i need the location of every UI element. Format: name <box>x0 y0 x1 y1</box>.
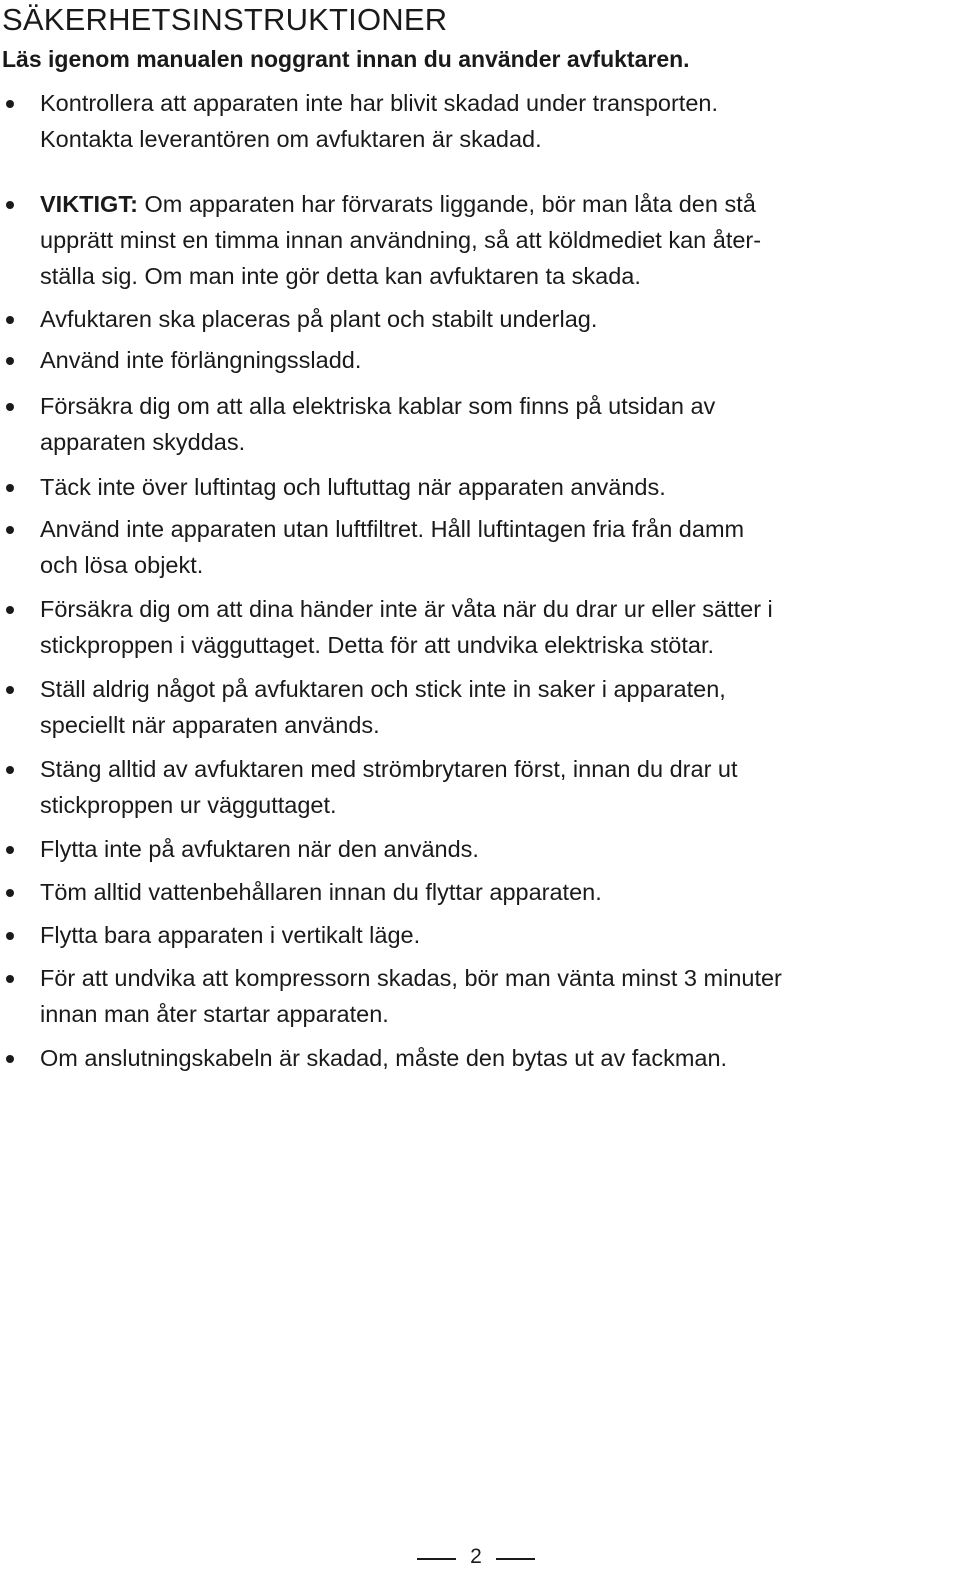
instruction-line: Om anslutningskabeln är skadad, måste den bytas ut av fackman. <box>40 1045 728 1071</box>
instruction-line: Täck inte över luftintag och luftuttag när apparaten används. <box>40 474 666 500</box>
bullet-icon <box>6 606 14 614</box>
instruction-text <box>40 917 955 953</box>
bullet-icon <box>6 484 14 492</box>
instruction-line: stickproppen ur vägguttaget. <box>40 792 337 818</box>
instruction-text <box>40 469 955 505</box>
instruction-line: Kontrollera att apparaten inte har blivit skadad under transporten. <box>40 90 719 116</box>
instruction-line: Flytta bara apparaten i vertikalt läge. <box>40 922 421 948</box>
instruction-line: stickproppen i vägguttaget. Detta för att undvika elektriska stötar. <box>40 632 715 658</box>
bullet-icon <box>6 100 14 108</box>
instruction-text <box>40 751 955 823</box>
instruction-line: innan man åter startar apparaten. <box>40 1001 389 1027</box>
page-footer <box>0 1538 960 1578</box>
bullet-icon <box>6 403 14 411</box>
instruction-line: För att undvika att kompressorn skadas, bör man vänta minst 3 minuter <box>40 965 782 991</box>
bullet-icon <box>6 846 14 854</box>
instruction-line: Använd inte apparaten utan luftfiltret. Håll luftintagen fria från damm <box>40 516 745 542</box>
instruction-text <box>40 1040 955 1076</box>
instruction-text <box>40 671 955 743</box>
page-title: SÄKERHETSINSTRUKTIONER <box>2 2 448 37</box>
bullet-icon <box>6 686 14 694</box>
instruction-line <box>40 186 955 222</box>
instruction-text <box>40 186 955 294</box>
bullet-icon <box>6 357 14 365</box>
instruction-line: Avfuktaren ska placeras på plant och stabilt underlag. <box>40 306 598 332</box>
instruction-text <box>40 388 955 460</box>
instruction-text <box>40 591 955 663</box>
bullet-icon <box>6 932 14 940</box>
important-label: VIKTIGT: <box>40 191 138 217</box>
bullet-icon <box>6 526 14 534</box>
bullet-icon <box>6 975 14 983</box>
instruction-line-rest: Om apparaten har förvarats liggande, bör man låta den stå <box>137 191 756 217</box>
instruction-line: Flytta inte på avfuktaren när den används. <box>40 836 479 862</box>
bullet-icon <box>6 201 14 209</box>
instruction-text <box>40 511 955 583</box>
instruction-line: Kontakta leverantören om avfuktaren är skadad. <box>40 126 542 152</box>
instruction-line: Ställ aldrig något på avfuktaren och stick inte in saker i apparaten, <box>40 676 726 702</box>
footer-rule-right <box>496 1558 535 1560</box>
instruction-line: Töm alltid vattenbehållaren innan du flyttar apparaten. <box>40 879 602 905</box>
instruction-text <box>40 874 955 910</box>
instruction-text <box>40 301 955 337</box>
page-subtitle: Läs igenom manualen noggrant innan du använder avfuktaren. <box>2 46 690 72</box>
bullet-icon <box>6 766 14 774</box>
instruction-text <box>40 342 955 378</box>
instruction-line: apparaten skyddas. <box>40 429 246 455</box>
instruction-line: upprätt minst en timma innan användning, så att köldmediet kan åter- <box>40 227 762 253</box>
bullet-icon <box>6 316 14 324</box>
instruction-line: ställa sig. Om man inte gör detta kan avfuktaren ta skada. <box>40 263 641 289</box>
bullet-icon <box>6 1055 14 1063</box>
instruction-line: och lösa objekt. <box>40 552 204 578</box>
instruction-text <box>40 831 955 867</box>
instruction-line: Använd inte förlängningssladd. <box>40 347 362 373</box>
footer-rule-left <box>417 1558 456 1560</box>
page-number: 2 <box>470 1545 482 1568</box>
bullet-icon <box>6 889 14 897</box>
instruction-line: Försäkra dig om att alla elektriska kablar som finns på utsidan av <box>40 393 716 419</box>
instruction-line: speciellt när apparaten används. <box>40 712 380 738</box>
instruction-line: Stäng alltid av avfuktaren med strömbrytaren först, innan du drar ut <box>40 756 738 782</box>
instruction-text <box>40 85 955 157</box>
instruction-line: Försäkra dig om att dina händer inte är våta när du drar ur eller sätter i <box>40 596 773 622</box>
instruction-text <box>40 960 955 1032</box>
